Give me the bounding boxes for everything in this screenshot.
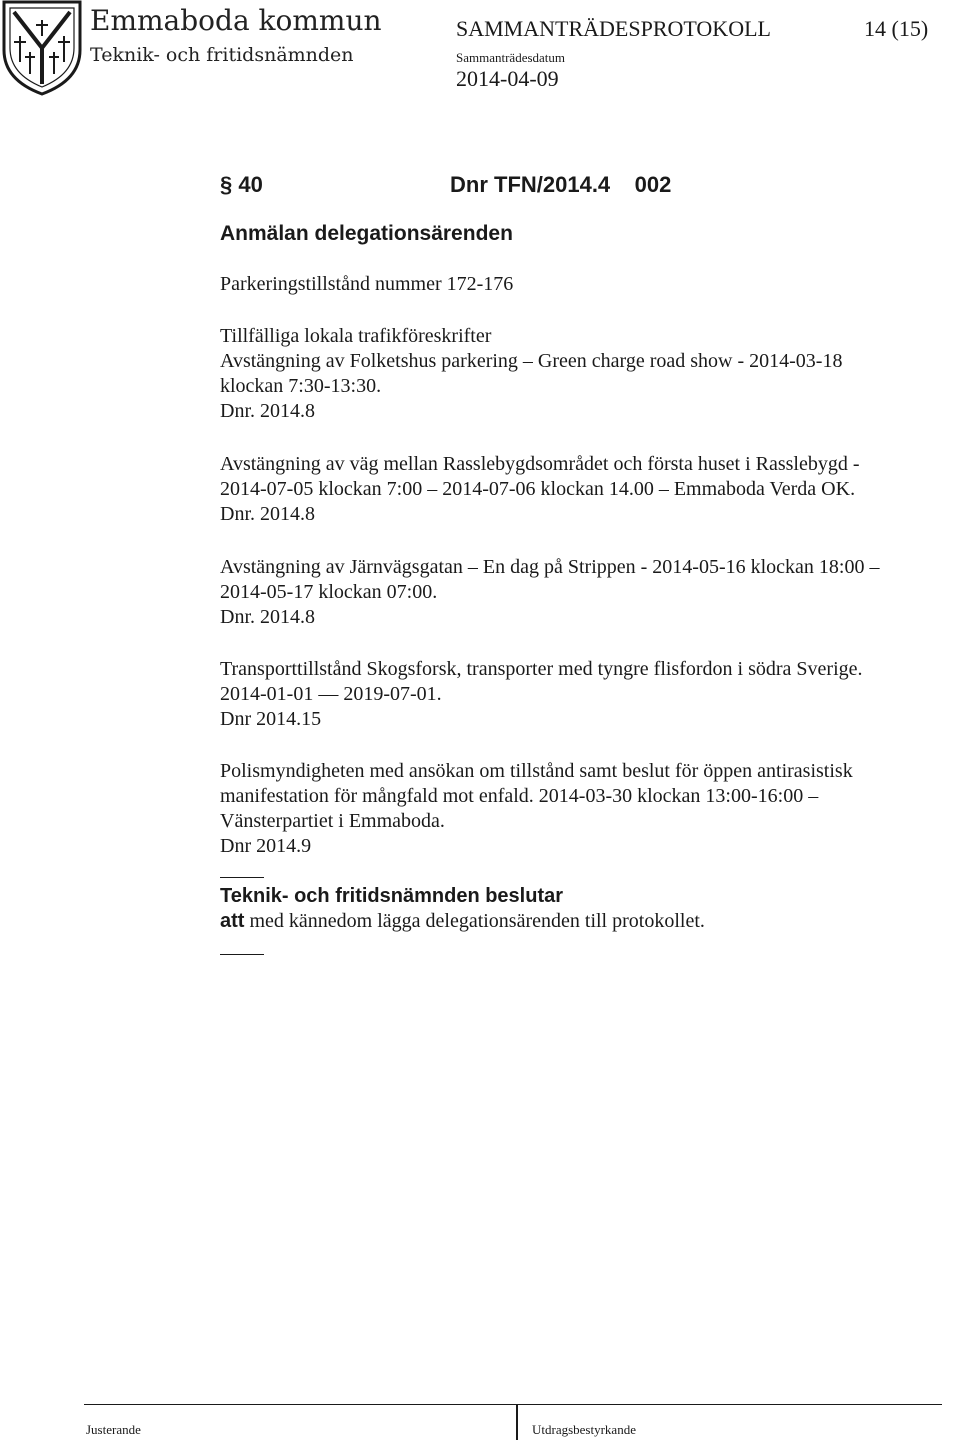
item-line: Dnr 2014.15 [220,708,322,730]
footer-justerande-label: Justerande [86,1422,141,1437]
item-line: klockan 7:30-13:30. [220,375,382,397]
meeting-date-label: Sammanträdesdatum [456,50,566,65]
item-line: Dnr. 2014.8 [220,606,315,628]
item-line: Tillfälliga lokala trafikföreskrifter [220,325,492,347]
diary-number: Dnr TFN/2014.4 002 [450,172,672,197]
item-line: 2014-07-05 klockan 7:00 – 2014-07-06 klockan 14.00 – Emmaboda Verda OK. [220,478,856,500]
meeting-date-value: 2014-04-09 [456,66,559,91]
item-line: Avstängning av väg mellan Rasslebygdsområdet och första huset i Rasslebygd - [220,453,860,475]
separator-rule [220,877,264,878]
decision-body: med kännedom lägga delegationsärenden till protokollet. [244,910,705,932]
item-line: Parkeringstillstånd nummer 172-176 [220,273,514,295]
list-item [220,324,940,424]
decision-heading: Teknik- och fritidsnämnden beslutar [220,885,564,907]
item-line: Dnr. 2014.8 [220,400,315,422]
footer-utdragsbestyrkande-label: Utdragsbestyrkande [532,1422,636,1437]
item-line: Avstängning av Folketshus parkering – Green charge road show - 2014-03-18 [220,350,843,372]
item-line: Dnr 2014.9 [220,835,312,857]
organization-name: Emmaboda kommun [90,4,382,37]
item-line: Avstängning av Järnvägsgatan – En dag på Strippen - 2014-05-16 klockan 18:00 – [220,556,880,578]
municipality-crest-logo [0,0,84,96]
list-item [220,759,940,859]
list-item [220,555,940,630]
item-line: Polismyndigheten med ansökan om tillstånd samt beslut för öppen antirasistisk [220,760,853,782]
item-line: 2014-05-17 klockan 07:00. [220,581,438,603]
document-type: SAMMANTRÄDESPROTOKOLL [456,16,771,41]
item-line: manifestation för mångfald mot enfald. 2014-03-30 klockan 13:00-16:00 – [220,785,819,807]
committee-name: Teknik- och fritidsnämnden [90,44,354,66]
decision-section [220,877,940,955]
item-line: Vänsterpartiet i Emmaboda. [220,810,445,832]
att-keyword: att [220,910,245,932]
paragraph-heading: Anmälan delegationsärenden [220,222,513,245]
list-item [220,452,940,527]
separator-rule [220,954,264,955]
decision-text [220,909,940,934]
list-item [220,272,940,297]
page-number: 14 (15) [864,16,929,41]
section-number: § 40 [220,172,263,197]
item-line: Transporttillstånd Skogsforsk, transporter med tyngre flisfordon i södra Sverige. [220,658,863,680]
item-line: 2014-01-01 — 2019-07-01. [220,683,442,705]
list-item [220,657,940,732]
footer-divider [516,1404,518,1440]
item-line: Dnr. 2014.8 [220,503,315,525]
footer-rule [84,1404,942,1405]
